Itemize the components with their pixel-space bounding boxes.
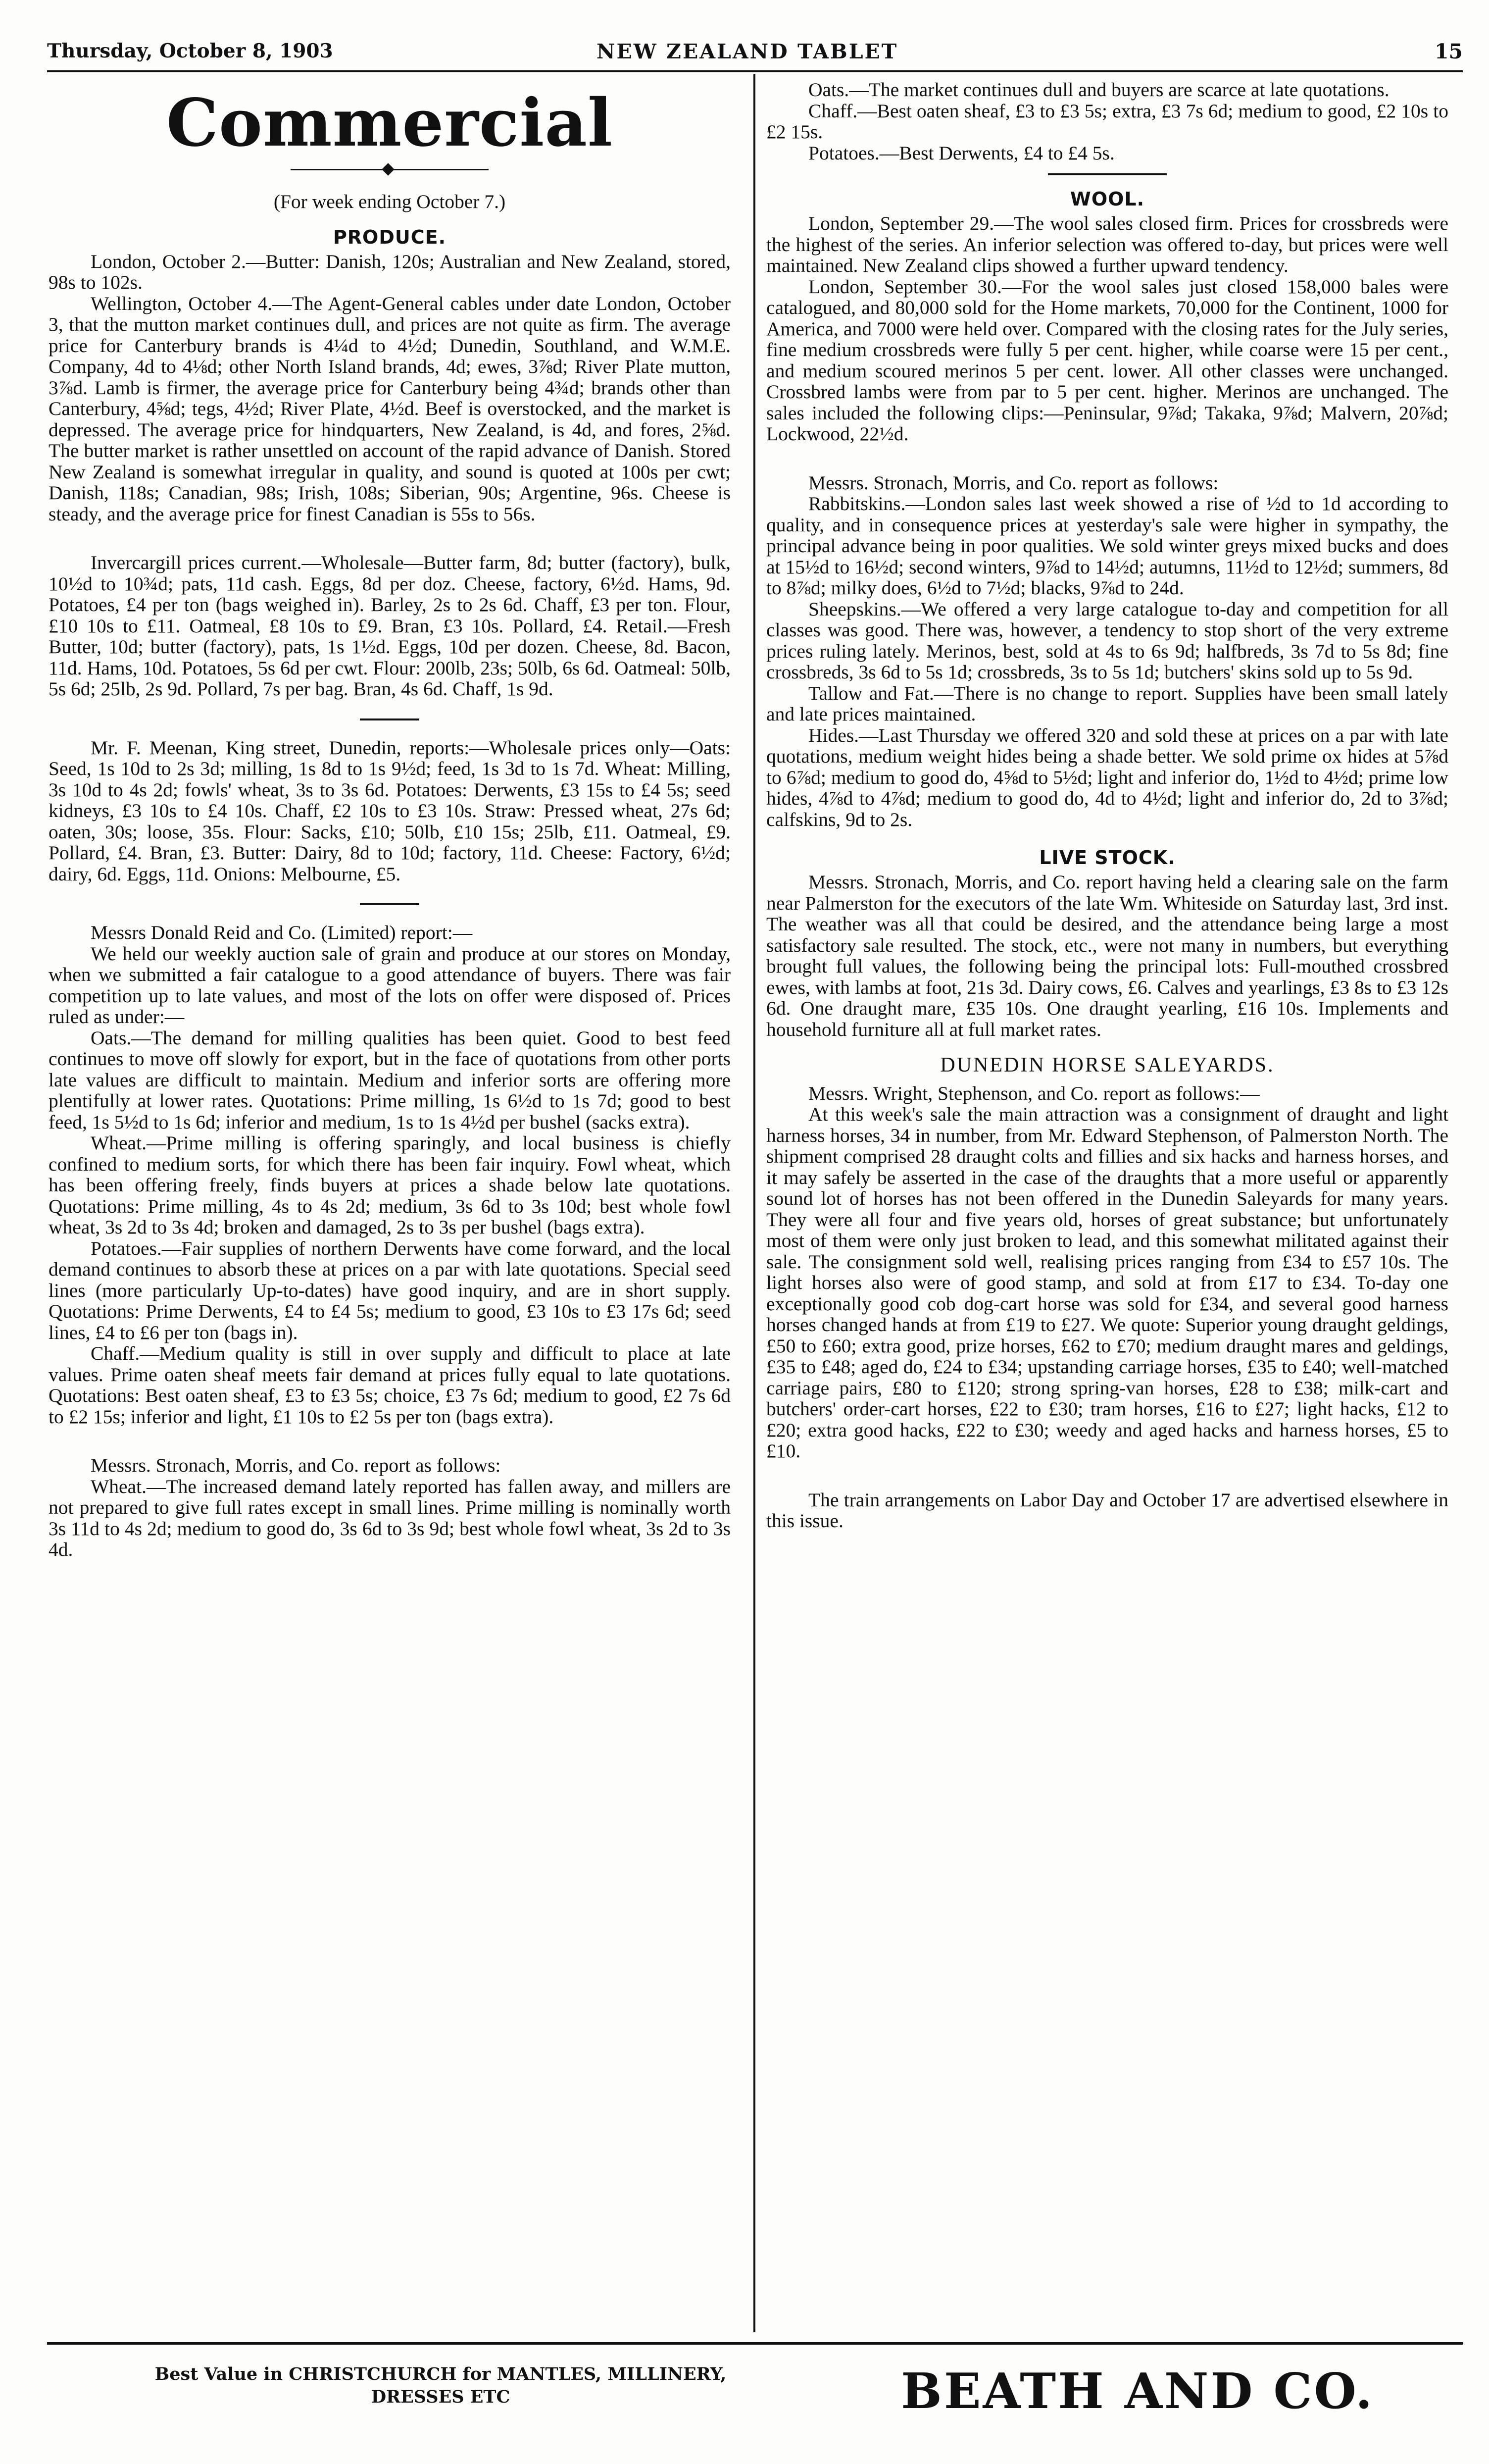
- article-paragraph: Messrs. Stronach, Morris, and Co. report as follows:: [808, 471, 1219, 494]
- page-title: Commercial: [166, 85, 613, 161]
- article-paragraph: The train arrangements on Labor Day and October 17 are advertised elsewhere in this issue.: [766, 1489, 1448, 1532]
- article-paragraph: At this week's sale the main attraction was a consignment of draught and light harness horses, 34 in number, from Mr. Edward Stephenson, of Palmerston North. The shipment comprised 28 draught colts and fillies and six hacks and harness horses, and it may safely be asserted in the case of the draughts that a more useful or apparently sound lot of horses has not been offered in the Dunedin Saleyards for many years. They were all four and five years old, horses of great substance; but unfortunately most of them were only just broken to lead, and this somewhat militated against their sale. The consignment sold well, realising prices ranging from £34 to £57 10s. The light horses also were of good stamp, and sold at from £17 to £34. To-day one exceptionally good cob dog-cart horse was sold for £34, and several good harness horses changed hands at from £19 to £27. We quote: Superior young draught geldings, £50 to £60; extra good, prize horses, £62 to £70; medium draught mares and geldings, £35 to £48; aged do, £24 to £34; upstanding carriage horses, £35 to £40; well-matched carriage pairs, £80 to £120; strong spring-van horses, £28 to £38; milk-cart and butchers' order-cart horses, £22 to £30; tram horses, £16 to £27; light hacks, £12 to £20; extra good hacks, £22 to £30; weedy and aged hacks and harness horses, £5 to £10.: [766, 1103, 1448, 1462]
- article-paragraph: Oats.—The market continues dull and buyers are scarce at late quotations.: [808, 79, 1390, 101]
- article-paragraph: Tallow and Fat.—There is no change to report. Supplies have been small lately and late prices maintained.: [766, 682, 1448, 725]
- article-paragraph: London, September 30.—For the wool sales just closed 158,000 bales were catalogued, and 80,000 sold for the Home markets, 70,000 for the Continent, 1000 for America, and 7000 were held over. Compared with the closing rates for the July series, fine medium crossbreds were fully 5 per cent. higher, while coarse were 15 per cent., and medium scoured merinos 5 per cent. lower. All other classes were unchanged. Crossbred lambs were from par to 5 per cent. higher. Merinos are unchanged. The sales included the following clips:—Peninsular, 9⅞d; Takaka, 9⅞d; Malvern, 20⅞d; Lockwood, 22½d.: [766, 275, 1448, 445]
- article-paragraph: Sheepskins.—We offered a very large catalogue to-day and competition for all classes was good. There was, however, a tendency to stop short of the very extreme prices ruling lately. Merinos, best, sold at 4s to 6s 9d; halfbreds, 3s 7d to 5s 8d; fine crossbreds, 3s 6d to 5s 1d; crossbreds, 3s to 5s 1d; butchers' skins sold up to 5s 9d.: [766, 598, 1448, 683]
- article-paragraph: Messrs. Wright, Stephenson, and Co. report as follows:—: [808, 1082, 1260, 1104]
- footer-rule: [47, 2342, 1463, 2345]
- article-paragraph: London, October 2.—Butter: Danish, 120s; Australian and New Zealand, stored, 98s to 102s.: [49, 250, 731, 293]
- section-divider: [360, 719, 419, 720]
- article-paragraph: Invercargill prices current.—Wholesale—Butter farm, 8d; butter (factory), bulk, 10½d to 10¾d; pats, 11d cash. Eggs, 8d per doz. Cheese, factory, 6½d. Hams, 9d. Potatoes, £4 per ton (bags weighed in). Barley, 2s to 2s 6d. Chaff, £3 per ton. Flour, £10 10s to £11. Oatmeal, £8 10s to £9. Bran, £3 10s. Pollard, £4. Retail.—Fresh Butter, 10d; butter (factory), pats, 1s 1½d. Eggs, 10d per dozen. Cheese, 8d. Bacon, 11d. Hams, 10d. Potatoes, 5s 6d per cwt. Flour: 200lb, 23s; 50lb, 6s 6d. Oatmeal: 50lb, 5s 6d; 25lb, 2s 9d. Pollard, 7s per bag. Bran, 4s 6d. Chaff, 1s 9d.: [49, 552, 731, 700]
- footer-ad-text: [144, 2363, 738, 2409]
- section-divider: [1048, 173, 1167, 175]
- article-paragraph: Chaff.—Medium quality is still in over supply and difficult to place at late values. Prime oaten sheaf meets fair demand at prices fully equal to late quotations. Quotations: Best oaten sheaf, £3 to £3 5s; choice, £3 7s 6d; medium to good, £2 7s 6d to £2 15s; inferior and light, £1 10s to £2 5s per ton (bags extra).: [49, 1342, 731, 1428]
- week-ending-subtitle: (For week ending October 7.): [273, 191, 506, 212]
- footer-ad-line: Best Value in CHRISTCHURCH for MANTLES, MILLINERY,: [154, 2364, 727, 2384]
- article-paragraph: Potatoes.—Best Derwents, £4 to £4 5s.: [808, 142, 1115, 164]
- article-paragraph: Wellington, October 4.—The Agent-General cables under date London, October 3, that the mutton market continues dull, and prices are not quite as firm. The average price for Canterbury brands is 4¼d to 4½d; Dunedin, Southland, and W.M.E. Company, 4d to 4⅛d; other North Island brands, 4d; ewes, 3⅞d; River Plate mutton, 3⅞d. Lamb is firmer, the average price for Canterbury being 4¾d; brands other than Canterbury, 4⅝d; tegs, 4½d; River Plate, 4½d. Beef is overstocked, and the market is depressed. The average price for hindquarters, New Zealand, is 4d, and fores, 2⅝d. The butter market is rather unsettled on account of the rapid advance of Danish. Stored New Zealand is somewhat irregular in quality, and sound is quoted at 100s per cwt; Danish, 118s; Canadian, 98s; Irish, 108s; Siberian, 90s; Argentine, 96s. Cheese is steady, and the average price for finest Canadian is 55s to 56s.: [49, 292, 731, 525]
- article-paragraph: Messrs Donald Reid and Co. (Limited) report:—: [91, 922, 473, 943]
- livestock-heading: LIVE STOCK.: [1039, 847, 1176, 869]
- page-header: [47, 36, 1463, 72]
- article-paragraph: Hides.—Last Thursday we offered 320 and sold these at prices on a par with late quotations, medium weight hides being a shade better. We sold prime ox hides at 5⅞d to 6⅞d; medium to good do, 4⅝d to 5½d; light and inferior do, 1½d to 4½d; prime low hides, 4⅞d to 4⅞d; medium to good do, 4d to 4½d; light and inferior do, 2d to 3⅞d; calfskins, 9d to 2s.: [766, 724, 1448, 830]
- title-ornament: [291, 164, 489, 174]
- publication-name: NEW ZEALAND TABLET: [596, 40, 898, 63]
- article-paragraph: Chaff.—Best oaten sheaf, £3 to £3 5s; extra, £3 7s 6d; medium to good, £2 10s to £2 15s.: [766, 100, 1448, 143]
- article-paragraph: Potatoes.—Fair supplies of northern Derwents have come forward, and the local demand continues to absorb these at prices on a par with late quotations. Special seed lines (more particularly Up-to-dates) have good inquiry, and are in short supply. Quotations: Prime Derwents, £4 to £4 5s; medium to good, £3 10s to £3 17s 6d; seed lines, £4 to £6 per ton (bags in).: [49, 1237, 731, 1343]
- right-column: [766, 79, 1448, 1532]
- article-paragraph: Mr. F. Meenan, King street, Dunedin, reports:—Wholesale prices only—Oats: Seed, 1s 10d to 2s 3d; milling, 1s 8d to 1s 9½d; feed, 1s 3d to 1s 7d. Wheat: Milling, 3s 10d to 4s 2d; fowls' wheat, 3s to 3s 6d. Potatoes: Derwents, £3 15s to £4 5s; seed kidneys, £3 10s to £4 10s. Chaff, £2 10s to £3 10s. Straw: Pressed wheat, 27s 6d; oaten, 30s; loose, 35s. Flour: Sacks, £10; 50lb, £10 15s; 25lb, £11. Oatmeal, £9. Pollard, £4. Bran, £3. Butter: Dairy, 8d to 10d; factory, 11d. Cheese: Factory, 6½d; dairy, 6d. Eggs, 11d. Onions: Melbourne, £5.: [49, 736, 731, 885]
- article-paragraph: Messrs. Stronach, Morris, and Co. report having held a clearing sale on the farm near Palmerston for the executors of the late Wm. Whiteside on Saturday last, 3rd inst. The weather was all that could be desired, and the attendance being large a most satisfactory sale resulted. The stock, etc., were not many in numbers, but everything brought full values, the following being the principal lots: Full-mouthed crossbred ewes, with lambs at foot, 21s 3d. Dairy cows, £6. Calves and yearlings, £3 8s to £3 12s 6d. One draught mare, £35 10s. One draught yearling, £16 10s. Implements and household furniture all at full market rates.: [766, 871, 1448, 1040]
- horse-saleyards-heading: DUNEDIN HORSE SALEYARDS.: [940, 1054, 1275, 1077]
- footer-advertiser: BEATH AND CO.: [901, 2363, 1375, 2420]
- column-divider: [753, 74, 755, 2332]
- article-paragraph: We held our weekly auction sale of grain and produce at our stores on Monday, when we submitted a fair catalogue to a good attendance of buyers. There was fair competition up to late values, and most of the lots on offer were disposed of. Prices ruled as under:—: [49, 942, 731, 1027]
- article-paragraph: Wheat.—Prime milling is offering sparingly, and local business is chiefly confined to medium sorts, for which there has been fair inquiry. Fowl wheat, which has been offering freely, finds buyers at prices a shade below late quotations. Quotations: Prime milling, 4s to 4s 2d; medium, 3s 6d to 3s 10d; best whole fowl wheat, 3s 2d to 3s 4d; broken and damaged, 2s to 3s per bushel (bags extra).: [49, 1132, 731, 1238]
- footer-ad-line: DRESSES ETC: [371, 2387, 510, 2407]
- article-paragraph: Oats.—The demand for milling qualities has been quiet. Good to best feed continues to move off slowly for export, but in the face of quotations from other ports late values are difficult to maintain. Medium and inferior sorts are offering more plentifully at lower rates. Quotations: Prime milling, 1s 6½d to 1s 7d; good to best feed, 1s 5½d to 1s 6d; inferior and medium, 1s to 1s 4½d per bushel (sacks extra).: [49, 1027, 731, 1133]
- page-number: 15: [1434, 40, 1463, 63]
- article-paragraph: Rabbitskins.—London sales last week showed a rise of ½d to 1d according to quality, and in consequence prices at yesterday's sale were higher in sympathy, the principal advance being in poor qualities. We sold winter greys mixed bucks and does at 15½d to 16½d; second winters, 9⅞d to 14½d; autumns, 11½d to 12½d; summers, 8d to 8⅞d; milky does, 6½d to 7½d; blacks, 9⅞d to 24d.: [766, 493, 1448, 599]
- article-paragraph: Wheat.—The increased demand lately reported has fallen away, and millers are not prepared to give full rates except in small lines. Prime milling is nominally worth 3s 11d to 4s 2d; medium to good do, 3s 6d to 3s 9d; best whole fowl wheat, 3s 2d to 3s 4d.: [49, 1475, 731, 1560]
- produce-heading: PRODUCE.: [333, 226, 447, 248]
- article-paragraph: Messrs. Stronach, Morris, and Co. report as follows:: [91, 1454, 501, 1476]
- wool-heading: WOOL.: [1070, 188, 1145, 210]
- issue-date: Thursday, October 8, 1903: [47, 40, 333, 62]
- article-paragraph: London, September 29.—The wool sales closed firm. Prices for crossbreds were the highest of the series. An inferior selection was offered to-day, but prices were well maintained. New Zealand clips showed a further upward tendency.: [766, 212, 1448, 276]
- section-divider: [360, 903, 419, 905]
- left-column: [49, 79, 731, 1560]
